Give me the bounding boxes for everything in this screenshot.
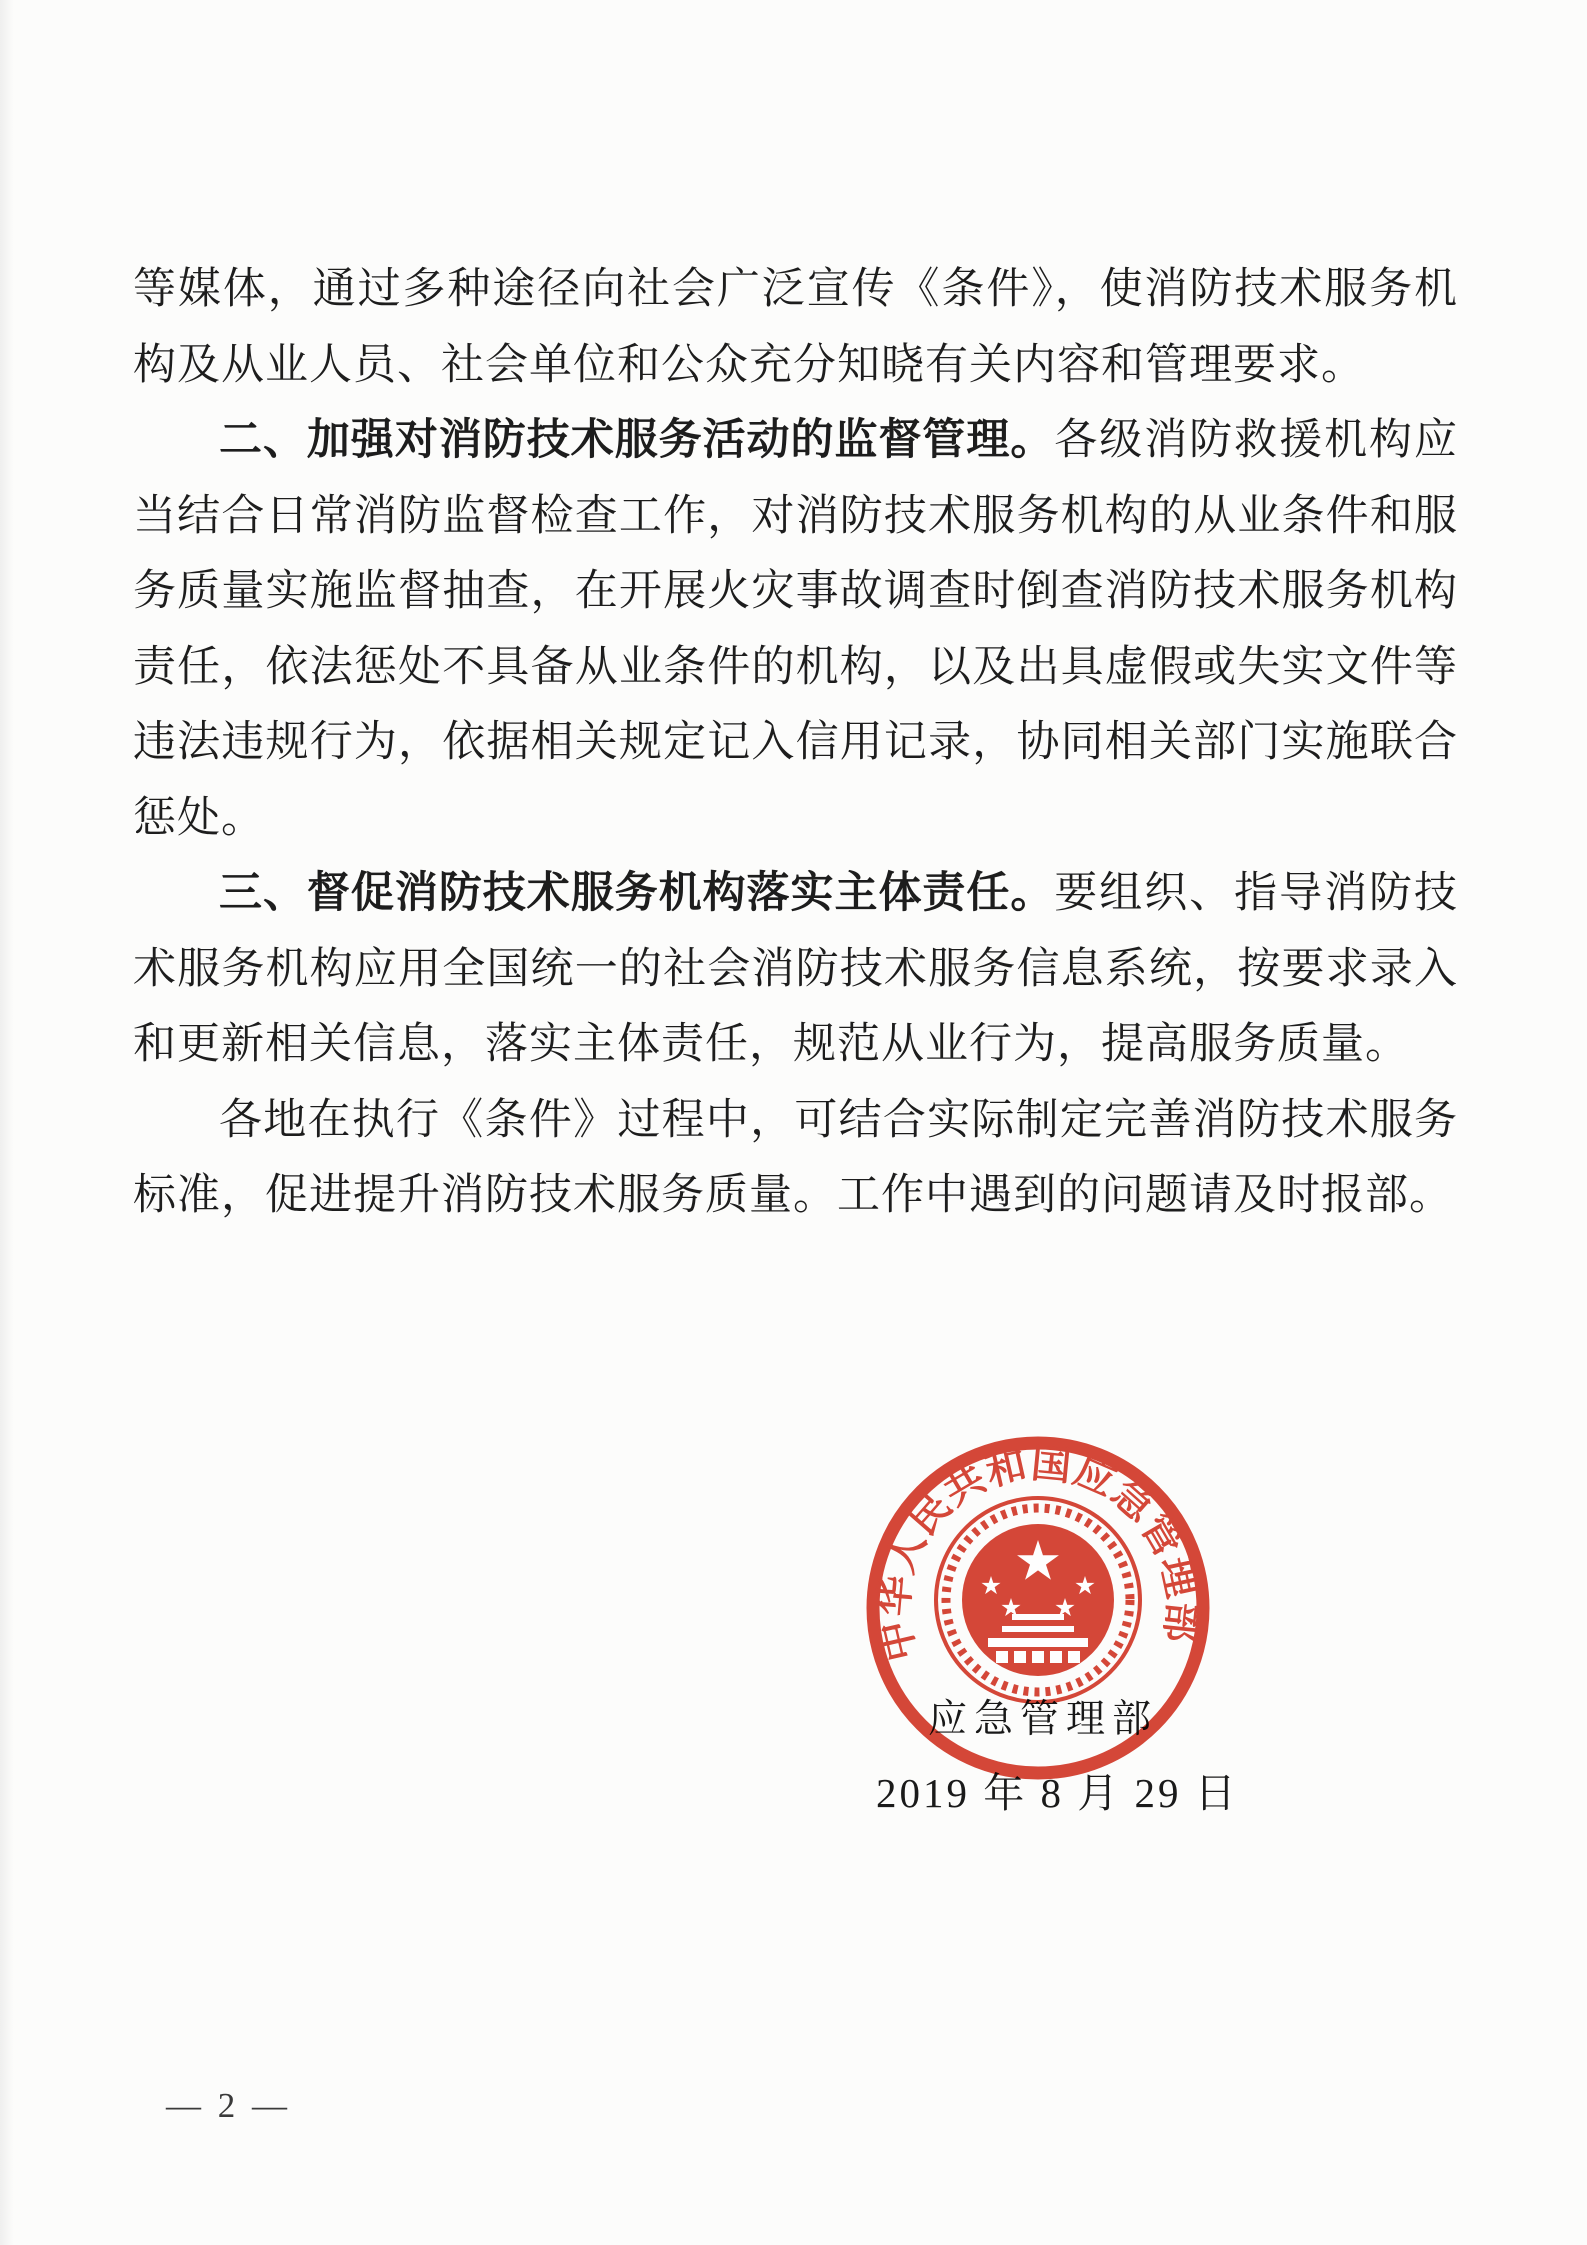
issuer-name: 应急管理部 [928,1698,1159,1741]
issue-date: 2019 年 8 月 29 日 [876,1770,1239,1816]
page-number: — 2 — [166,2086,291,2125]
paragraph-3 [133,856,1458,1083]
scan-artifact [0,0,14,2245]
paragraph-4-text: 各地在执行《条件》过程中，可结合实际制定完善消防技术服务标准，促进提升消防技术服务质量。工作中遇到的问题请及时报部。 [133,1096,1458,1219]
paragraph-3-heading: 三、督促消防技术服务机构落实主体责任。 [219,869,1055,917]
paragraph-1 [133,252,1458,403]
document-body [133,252,1458,1234]
paragraph-2-heading: 二、加强对消防技术服务活动的监督管理。 [219,416,1055,464]
paragraph-4 [133,1083,1458,1234]
paragraph-1-text: 等媒体，通过多种途径向社会广泛宣传《条件》，使消防技术服务机构及从业人员、社会单位和公众充分知晓有关内容和管理要求。 [133,266,1458,389]
paragraph-2-text: 各级消防救援机构应当结合日常消防监督检查工作，对消防技术服务机构的从业条件和服务质量实施监督抽查，在开展火灾事故调查时倒查消防技术服务机构责任，依法惩处不具备从业条件的机构，以及出具虚假或失实文件等违法违规行为，依据相关规定记入信用记录，协同相关部门实施联合惩处。 [133,417,1459,842]
paragraph-3-text: 要组织、指导消防技术服务机构应用全国统一的社会消防技术服务信息系统，按要求录入和更新相关信息，落实主体责任，规范从业行为，提高服务质量。 [133,870,1459,1068]
paragraph-2 [133,403,1458,856]
seal-ring-text: 中华人民共和国应急管理部 [870,1440,1206,1666]
national-emblem-icon [936,1498,1140,1702]
